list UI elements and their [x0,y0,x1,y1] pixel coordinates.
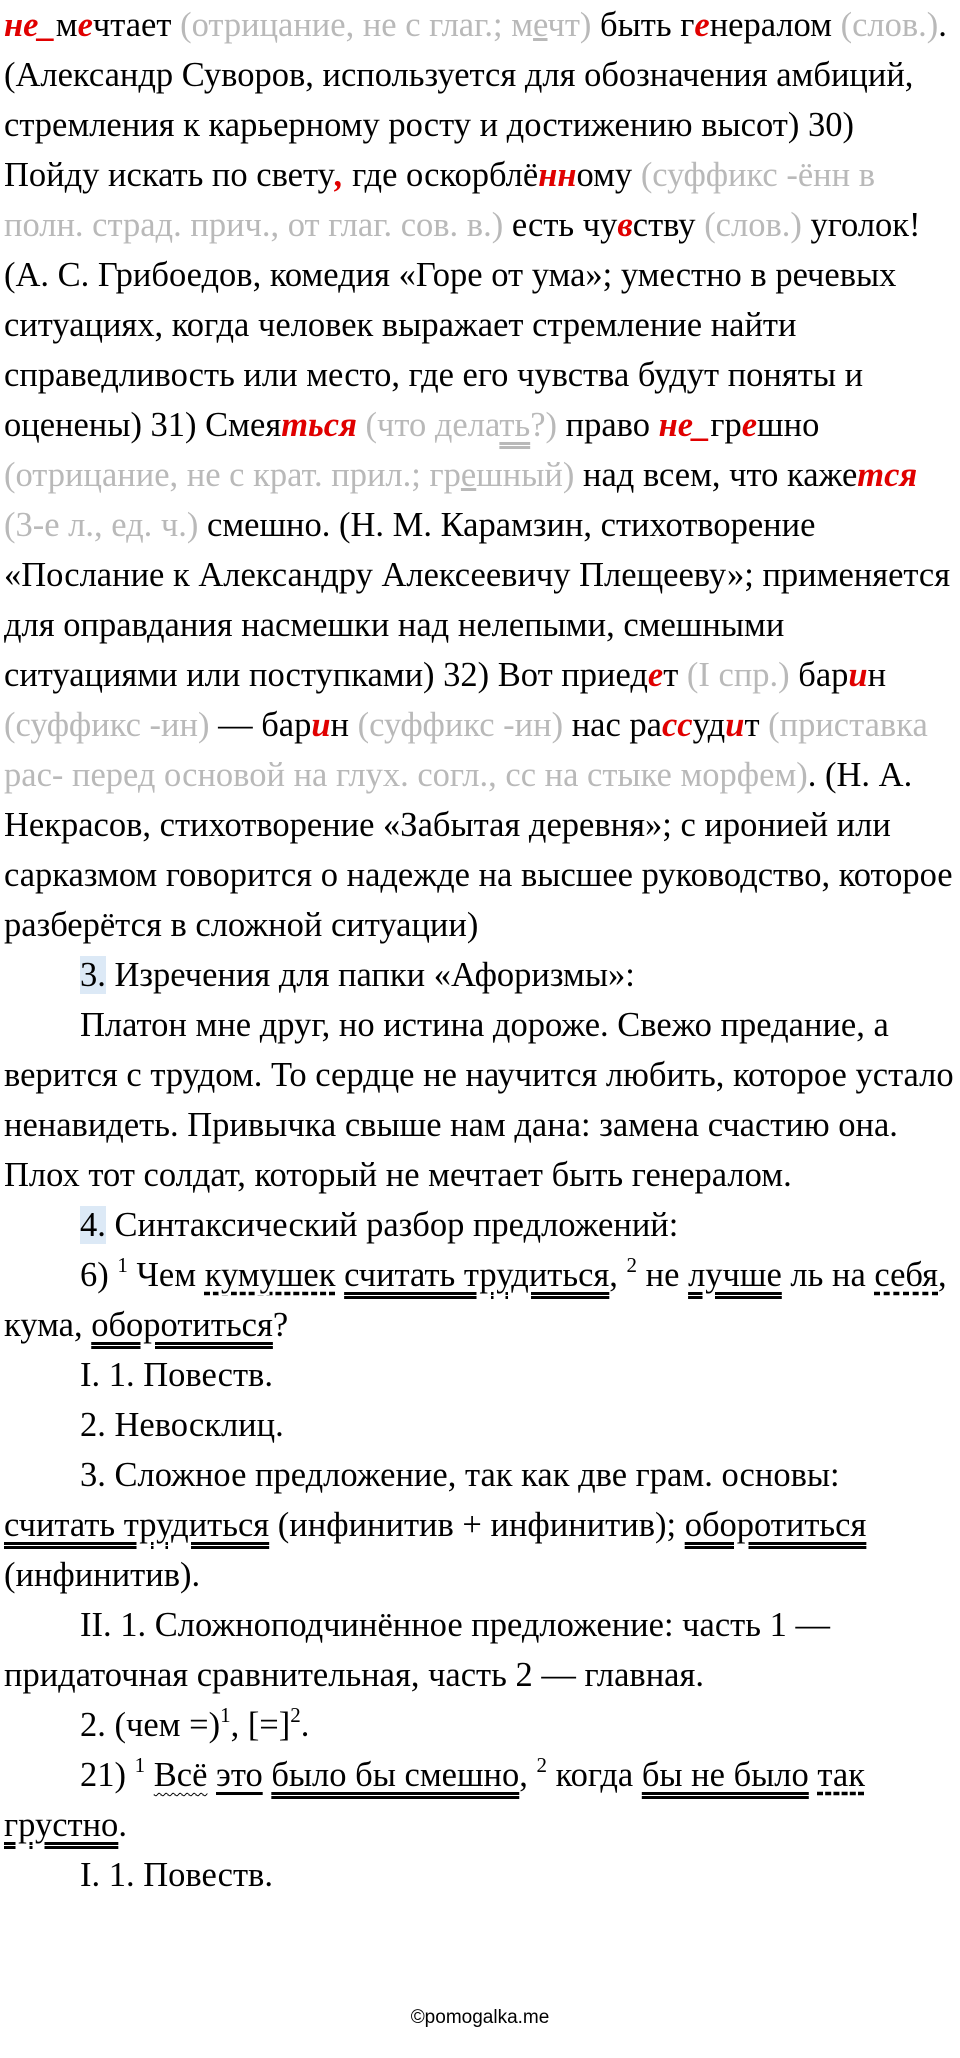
text-run: уд [692,706,726,744]
subject-underline: это [216,1756,263,1794]
section-3-heading [4,950,954,1000]
gray-note: (слов.) [840,6,939,44]
text-run: когда [547,1756,642,1794]
text-run: смешно. (Н. М. Карамзин, стихотворение «Послание к Александру Алексеевичу Плещееву»; применяется для оправдания насмешки над нелепыми, смешными ситуациями или поступками) 32) Вот прие [4,506,951,694]
gray-note: (отрицание, не с глаг.; м [180,6,534,44]
predicate-underline: грустно [4,1806,119,1844]
text-run: 3. Сложное предложение, так как две грам. основы: [80,1456,840,1494]
text-run: , кума, [4,1256,947,1344]
red-letters: и [848,656,868,694]
clause-index: 2 [626,1253,638,1277]
text-run: н [330,706,358,744]
text-run: Чем [127,1256,205,1294]
gray-note-underlined: ть [499,406,531,444]
text-run: ? [272,1306,289,1344]
predicate-underline: бы не было [641,1756,809,1794]
text-run: , [=] [230,1706,291,1744]
text-run: т [663,656,687,694]
gray-note: (слов.) [704,206,802,244]
text-run: т [744,706,769,744]
text-run: есть чу [503,206,618,244]
text-run: гр [710,406,742,444]
analysis-line [4,1450,954,1600]
gray-note: (что дела [365,406,500,444]
text-run: д [630,656,648,694]
sentence-number: 21) [80,1756,135,1794]
text-run: н [867,656,887,694]
object-underline: кумушек [204,1256,336,1294]
clause-index: 2 [290,1703,301,1727]
analysis-line: II. 1. Сложноподчинённое предложение: часть 1 — придаточная сравнительная, часть 2 — главная. [4,1606,830,1694]
text-run: уголок! (А. С. Грибоедов, комедия «Горе от ума»; уместно в речевых ситуациях, когда человек выражает стремление найти справедливость или место, где его чувства будут поняты и оценены) 31) Смея [4,206,921,444]
red-letters: е [77,6,93,44]
red-letters: _ [38,6,56,44]
text-run [336,1256,345,1294]
text-run: . (Александр Суворов, используется для обозначения амбиций, стремления к карьерному росту и достижению высот) 30) Пойду искать по свету [4,6,947,194]
predicate-underline: считать трудиться [4,1506,270,1544]
predicate-underline: оборотиться [684,1506,867,1544]
text-run: . [300,1706,310,1744]
text-run [357,406,366,444]
text-run: нас ра [563,706,662,744]
red-letters: и [725,706,745,744]
sentence-number: 6) [80,1256,118,1294]
text-run [207,1756,216,1794]
clause-index: 2 [536,1753,547,1777]
section-3-text: Платон мне друг, но истина дороже. Свежо предание, а верится с трудом. То сердце не научится любить, которое устало ненавидеть. Привычка свыше нам дана: замена счастию она. Плох тот солдат, который не мечтает быть генералом. [4,1006,954,1194]
text-run: чтает [92,6,181,44]
predicate-underline: оборотиться [91,1306,273,1344]
text-run: ому [576,156,641,194]
red-letters: сс [661,706,693,744]
red-letters: в [617,206,633,244]
red-letters: , [334,156,344,194]
adverbial-underline: так [817,1756,865,1794]
section-number: 4. [80,1206,106,1244]
text-run: 2. (чем =) [80,1706,221,1744]
red-letters: нн [538,156,577,194]
gray-note: (отрицание, не с крат. прил.; гр [4,456,461,494]
clause-index: 1 [134,1753,146,1777]
text-run: , [519,1756,537,1794]
text-run: . (Н. А. Некрасов, стихотворение «Забытая деревня»; с иронией или сарказмом говорится о надежде на высшее руководство, которое разберётся в сложной ситуации) [4,756,953,944]
red-letters: е [647,656,664,694]
section-4-heading [4,1200,954,1250]
text-run: быть г [591,6,695,44]
section-title: Изречения для папки «Афоризмы»: [105,956,635,994]
gray-note: (приставка рас- перед основой на глух. согл., сс на стыке морфем) [4,706,928,794]
text-run: , [609,1256,627,1294]
red-letters: и [311,706,331,744]
section-number: 3. [80,956,106,994]
gray-note-underlined: е [533,6,548,44]
predicate-underline: считать трудиться [344,1256,610,1294]
clause-index: 1 [117,1253,128,1277]
text-run [145,1756,154,1794]
gray-note: ?) [530,406,557,444]
red-letters: ться [281,406,357,444]
gray-note: (суффикс -ин) [4,706,210,744]
predicate-underline: лучше [688,1256,782,1294]
predicate-underline: было бы смешно [271,1756,520,1794]
text-run: шно [757,406,820,444]
text-run: ству [632,206,705,244]
red-letters: не_ [658,406,711,444]
section-title: Синтаксический разбор предложений: [105,1206,679,1244]
attribute-underline: Всё [153,1756,208,1794]
gray-note: (суффикс -ин) [357,706,564,744]
text-run: (инфинитив). [4,1556,201,1594]
analysis-line: I. 1. Повеств. [80,1856,273,1894]
text-run: м [55,6,78,44]
clause-index: 1 [220,1703,231,1727]
analysis-line: 2. Невосклиц. [80,1406,284,1444]
red-letters: е [694,6,710,44]
text-run: ль на [781,1256,875,1294]
text-run: над всем, что каже [574,456,858,494]
text-run: право [557,406,659,444]
analysis-line: I. 1. Повеств. [80,1356,273,1394]
watermark: ©pomogalka.me [410,2007,550,2028]
text-run: не [637,1256,689,1294]
text-run: . [118,1806,127,1844]
sentence-21 [4,1750,954,1850]
text-run: бар [789,656,849,694]
red-letters: тся [857,456,918,494]
text-run: — бар [209,706,312,744]
text-run: где оскорблё [343,156,539,194]
gray-note: чт) [547,6,592,44]
red-letters: е [741,406,758,444]
text-run: (инфинитив + инфинитив); [269,1506,685,1544]
gray-note: (суффикс -ённ в полн. страд. прич., от глаг. сов. в.) [4,156,876,244]
sentence-6 [4,1250,954,1350]
scheme-line [4,1700,954,1750]
gray-note: шный) [476,456,575,494]
gray-note: (I спр.) [686,656,790,694]
object-underline: себя [874,1256,938,1294]
gray-note-underlined: е [460,456,477,494]
gray-note: (3-е л., ед. ч.) [4,506,199,544]
paragraph-aphorisms-continued [4,0,954,950]
red-letters: не [4,6,39,44]
text-run: нералом [709,6,841,44]
